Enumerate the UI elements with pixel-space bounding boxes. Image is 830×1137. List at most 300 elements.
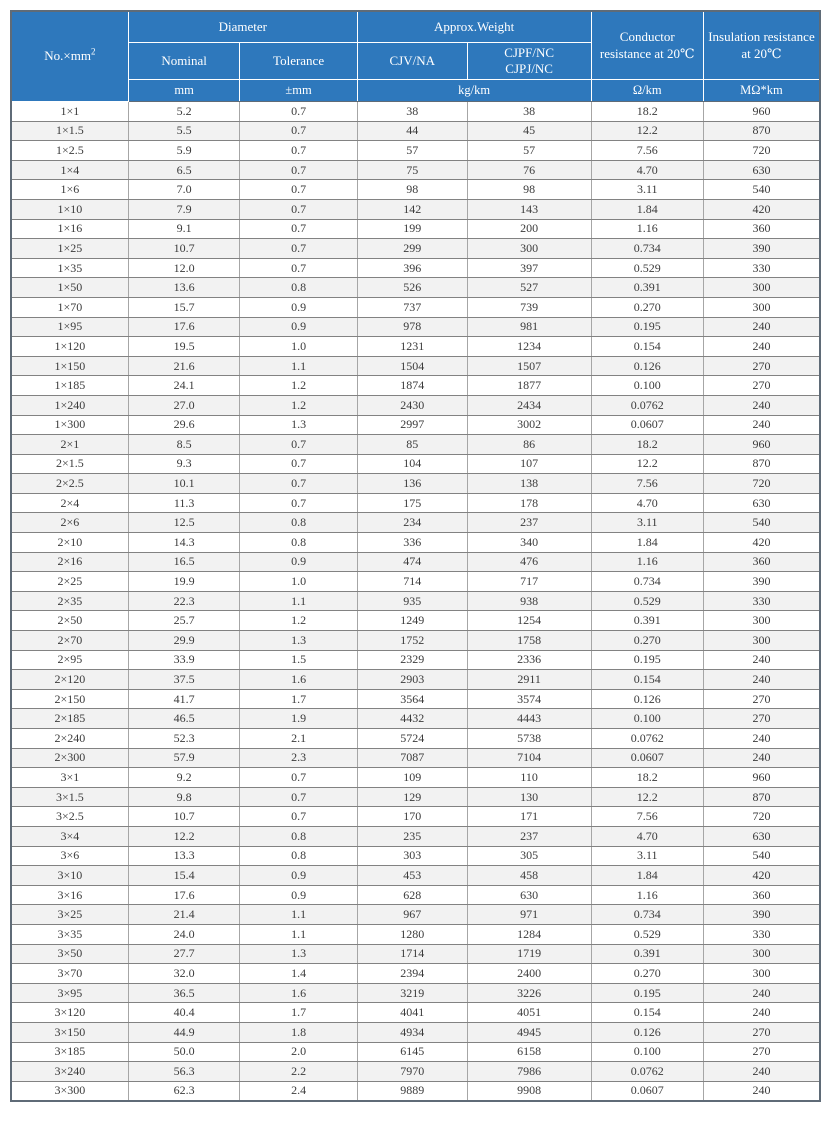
table-cell: 0.126 — [591, 1022, 703, 1042]
table-cell: 0.270 — [591, 964, 703, 984]
table-cell: 1874 — [357, 376, 467, 396]
table-row — [11, 1022, 820, 1042]
table-cell: 3×2.5 — [11, 807, 128, 827]
table-cell: 458 — [467, 866, 591, 886]
table-cell: 739 — [467, 297, 591, 317]
table-row — [11, 297, 820, 317]
table-row — [11, 591, 820, 611]
table-cell: 6158 — [467, 1042, 591, 1062]
table-cell: 628 — [357, 885, 467, 905]
table-cell: 10.1 — [128, 474, 240, 494]
table-cell: 0.7 — [240, 454, 357, 474]
table-cell: 420 — [703, 199, 820, 219]
table-cell: 7.0 — [128, 180, 240, 200]
table-cell: 1×240 — [11, 395, 128, 415]
table-cell: 21.6 — [128, 356, 240, 376]
table-cell: 1×6 — [11, 180, 128, 200]
table-cell: 12.5 — [128, 513, 240, 533]
table-cell: 1507 — [467, 356, 591, 376]
table-cell: 2434 — [467, 395, 591, 415]
column-header-nominal: Nominal — [128, 42, 240, 80]
table-cell: 240 — [703, 1081, 820, 1101]
table-cell: 22.3 — [128, 591, 240, 611]
table-cell: 136 — [357, 474, 467, 494]
table-row — [11, 650, 820, 670]
table-cell: 2.4 — [240, 1081, 357, 1101]
table-cell: 3×10 — [11, 866, 128, 886]
table-cell: 2×6 — [11, 513, 128, 533]
table-cell: 5.2 — [128, 102, 240, 122]
table-cell: 9.8 — [128, 787, 240, 807]
table-cell: 170 — [357, 807, 467, 827]
table-cell: 330 — [703, 591, 820, 611]
table-cell: 270 — [703, 356, 820, 376]
table-cell: 971 — [467, 905, 591, 925]
table-cell: 18.2 — [591, 102, 703, 122]
table-cell: 0.195 — [591, 317, 703, 337]
table-cell: 33.9 — [128, 650, 240, 670]
table-cell: 0.7 — [240, 239, 357, 259]
table-row — [11, 278, 820, 298]
table-cell: 960 — [703, 768, 820, 788]
table-cell: 1719 — [467, 944, 591, 964]
table-cell: 300 — [703, 611, 820, 631]
table-cell: 4934 — [357, 1022, 467, 1042]
table-cell: 938 — [467, 591, 591, 611]
table-cell: 1×2.5 — [11, 141, 128, 161]
table-cell: 270 — [703, 1042, 820, 1062]
table-row — [11, 474, 820, 494]
table-row — [11, 944, 820, 964]
table-cell: 4.70 — [591, 160, 703, 180]
table-cell: 29.6 — [128, 415, 240, 435]
table-cell: 0.0762 — [591, 395, 703, 415]
table-cell: 2×95 — [11, 650, 128, 670]
table-cell: 38 — [357, 102, 467, 122]
table-cell: 3.11 — [591, 513, 703, 533]
column-header-insulation-resistance: Insulation resistance at 20℃ — [703, 11, 820, 80]
table-cell: 11.3 — [128, 493, 240, 513]
table-cell: 0.9 — [240, 866, 357, 886]
table-cell: 0.0607 — [591, 415, 703, 435]
table-row — [11, 121, 820, 141]
table-cell: 240 — [703, 670, 820, 690]
table-cell: 0.7 — [240, 199, 357, 219]
table-cell: 540 — [703, 846, 820, 866]
table-cell: 0.7 — [240, 180, 357, 200]
table-cell: 2×240 — [11, 729, 128, 749]
table-cell: 57 — [467, 141, 591, 161]
table-cell: 5738 — [467, 729, 591, 749]
table-cell: 52.3 — [128, 729, 240, 749]
table-cell: 1284 — [467, 924, 591, 944]
table-cell: 1280 — [357, 924, 467, 944]
table-cell: 0.195 — [591, 650, 703, 670]
table-cell: 9908 — [467, 1081, 591, 1101]
table-body — [11, 102, 820, 1101]
table-cell: 9.1 — [128, 219, 240, 239]
table-cell: 57 — [357, 141, 467, 161]
table-cell: 85 — [357, 435, 467, 455]
table-cell: 300 — [703, 278, 820, 298]
table-cell: 3×185 — [11, 1042, 128, 1062]
table-cell: 3.11 — [591, 846, 703, 866]
table-cell: 630 — [703, 160, 820, 180]
table-cell: 1.6 — [240, 983, 357, 1003]
table-cell: 720 — [703, 141, 820, 161]
table-cell: 0.100 — [591, 376, 703, 396]
table-cell: 45 — [467, 121, 591, 141]
table-cell: 19.9 — [128, 572, 240, 592]
table-cell: 960 — [703, 435, 820, 455]
table-cell: 4051 — [467, 1003, 591, 1023]
table-cell: 1504 — [357, 356, 467, 376]
table-cell: 143 — [467, 199, 591, 219]
table-cell: 0.100 — [591, 709, 703, 729]
table-cell: 717 — [467, 572, 591, 592]
column-header-size — [11, 11, 128, 102]
table-cell: 4041 — [357, 1003, 467, 1023]
table-cell: 138 — [467, 474, 591, 494]
table-cell: 0.126 — [591, 689, 703, 709]
table-row — [11, 748, 820, 768]
table-cell: 270 — [703, 709, 820, 729]
table-cell: 3002 — [467, 415, 591, 435]
table-cell: 2×1 — [11, 435, 128, 455]
table-cell: 0.529 — [591, 924, 703, 944]
column-header-tolerance: Tolerance — [240, 42, 357, 80]
table-cell: 13.3 — [128, 846, 240, 866]
table-row — [11, 670, 820, 690]
table-cell: 1×150 — [11, 356, 128, 376]
table-cell: 336 — [357, 533, 467, 553]
table-cell: 41.7 — [128, 689, 240, 709]
table-cell: 240 — [703, 729, 820, 749]
header-row-groups — [11, 11, 820, 42]
table-cell: 540 — [703, 513, 820, 533]
table-cell: 2394 — [357, 964, 467, 984]
table-cell: 2×70 — [11, 631, 128, 651]
table-cell: 2430 — [357, 395, 467, 415]
table-row — [11, 826, 820, 846]
table-cell: 397 — [467, 258, 591, 278]
table-row — [11, 395, 820, 415]
table-cell: 9.2 — [128, 768, 240, 788]
table-cell: 0.734 — [591, 572, 703, 592]
table-row — [11, 807, 820, 827]
table-cell: 0.734 — [591, 905, 703, 925]
table-cell: 0.8 — [240, 826, 357, 846]
table-cell: 360 — [703, 885, 820, 905]
table-cell: 1×25 — [11, 239, 128, 259]
table-cell: 300 — [703, 964, 820, 984]
table-cell: 0.7 — [240, 787, 357, 807]
table-cell: 0.0762 — [591, 1062, 703, 1082]
table-cell: 240 — [703, 337, 820, 357]
table-cell: 2×16 — [11, 552, 128, 572]
table-cell: 0.126 — [591, 356, 703, 376]
table-cell: 1×35 — [11, 258, 128, 278]
table-cell: 0.270 — [591, 631, 703, 651]
table-cell: 330 — [703, 924, 820, 944]
table-cell: 40.4 — [128, 1003, 240, 1023]
table-cell: 737 — [357, 297, 467, 317]
table-cell: 237 — [467, 513, 591, 533]
table-row — [11, 885, 820, 905]
table-cell: 110 — [467, 768, 591, 788]
table-cell: 57.9 — [128, 748, 240, 768]
table-cell: 300 — [703, 297, 820, 317]
table-cell: 17.6 — [128, 885, 240, 905]
table-row — [11, 454, 820, 474]
table-row — [11, 1081, 820, 1101]
table-row — [11, 768, 820, 788]
table-cell: 19.5 — [128, 337, 240, 357]
table-cell: 3×4 — [11, 826, 128, 846]
table-cell: 240 — [703, 395, 820, 415]
table-row — [11, 337, 820, 357]
table-cell: 7970 — [357, 1062, 467, 1082]
table-cell: 3564 — [357, 689, 467, 709]
table-cell: 630 — [703, 493, 820, 513]
table-cell: 527 — [467, 278, 591, 298]
table-cell: 870 — [703, 787, 820, 807]
table-cell: 12.2 — [591, 454, 703, 474]
table-cell: 0.195 — [591, 983, 703, 1003]
table-cell: 178 — [467, 493, 591, 513]
table-cell: 1752 — [357, 631, 467, 651]
table-cell: 1.9 — [240, 709, 357, 729]
table-cell: 5724 — [357, 729, 467, 749]
table-cell: 0.8 — [240, 513, 357, 533]
table-cell: 420 — [703, 866, 820, 886]
table-cell: 240 — [703, 415, 820, 435]
table-cell: 1×50 — [11, 278, 128, 298]
table-cell: 0.7 — [240, 219, 357, 239]
table-cell: 0.100 — [591, 1042, 703, 1062]
table-cell: 15.4 — [128, 866, 240, 886]
table-cell: 3×150 — [11, 1022, 128, 1042]
table-cell: 3.11 — [591, 180, 703, 200]
table-cell: 0.7 — [240, 160, 357, 180]
column-header-cjv-na: CJV/NA — [357, 42, 467, 80]
table-cell: 1.3 — [240, 944, 357, 964]
table-cell: 453 — [357, 866, 467, 886]
table-cell: 1.2 — [240, 376, 357, 396]
table-cell: 8.5 — [128, 435, 240, 455]
table-cell: 76 — [467, 160, 591, 180]
table-cell: 2×50 — [11, 611, 128, 631]
table-cell: 0.391 — [591, 278, 703, 298]
table-cell: 3×50 — [11, 944, 128, 964]
table-cell: 2903 — [357, 670, 467, 690]
table-cell: 4.70 — [591, 493, 703, 513]
table-cell: 1×16 — [11, 219, 128, 239]
table-cell: 2.0 — [240, 1042, 357, 1062]
table-row — [11, 356, 820, 376]
table-cell: 1×1.5 — [11, 121, 128, 141]
table-cell: 0.7 — [240, 807, 357, 827]
table-cell: 390 — [703, 239, 820, 259]
size-label: No.×mm — [44, 48, 91, 64]
table-cell: 7986 — [467, 1062, 591, 1082]
table-cell: 200 — [467, 219, 591, 239]
table-row — [11, 533, 820, 553]
table-cell: 44 — [357, 121, 467, 141]
table-cell: 1.8 — [240, 1022, 357, 1042]
table-cell: 2×300 — [11, 748, 128, 768]
table-cell: 0.7 — [240, 141, 357, 161]
table-cell: 1×185 — [11, 376, 128, 396]
table-cell: 1×120 — [11, 337, 128, 357]
table-cell: 56.3 — [128, 1062, 240, 1082]
table-cell: 4.70 — [591, 826, 703, 846]
table-cell: 109 — [357, 768, 467, 788]
table-row — [11, 709, 820, 729]
table-cell: 630 — [467, 885, 591, 905]
table-cell: 15.7 — [128, 297, 240, 317]
table-cell: 720 — [703, 474, 820, 494]
table-cell: 2.1 — [240, 729, 357, 749]
table-cell: 16.5 — [128, 552, 240, 572]
table-cell: 1.1 — [240, 905, 357, 925]
table-cell: 7.9 — [128, 199, 240, 219]
table-cell: 340 — [467, 533, 591, 553]
table-cell: 540 — [703, 180, 820, 200]
table-cell: 37.5 — [128, 670, 240, 690]
table-row — [11, 729, 820, 749]
table-cell: 981 — [467, 317, 591, 337]
table-cell: 1234 — [467, 337, 591, 357]
table-cell: 5.5 — [128, 121, 240, 141]
table-cell: 27.7 — [128, 944, 240, 964]
table-row — [11, 689, 820, 709]
table-row — [11, 1003, 820, 1023]
table-cell: 300 — [703, 631, 820, 651]
table-cell: 10.7 — [128, 239, 240, 259]
table-row — [11, 239, 820, 259]
table-row — [11, 141, 820, 161]
table-cell: 36.5 — [128, 983, 240, 1003]
table-cell: 0.7 — [240, 493, 357, 513]
table-cell: 5.9 — [128, 141, 240, 161]
table-cell: 7104 — [467, 748, 591, 768]
table-cell: 104 — [357, 454, 467, 474]
table-row — [11, 905, 820, 925]
table-cell: 32.0 — [128, 964, 240, 984]
table-cell: 870 — [703, 454, 820, 474]
table-cell: 714 — [357, 572, 467, 592]
table-cell: 967 — [357, 905, 467, 925]
table-cell: 870 — [703, 121, 820, 141]
table-cell: 1.3 — [240, 631, 357, 651]
table-cell: 1.1 — [240, 591, 357, 611]
table-cell: 1.7 — [240, 1003, 357, 1023]
table-row — [11, 787, 820, 807]
table-cell: 9889 — [357, 1081, 467, 1101]
header-row-units — [11, 80, 820, 102]
table-cell: 3×25 — [11, 905, 128, 925]
table-cell: 21.4 — [128, 905, 240, 925]
table-cell: 1.5 — [240, 650, 357, 670]
table-cell: 0.0607 — [591, 1081, 703, 1101]
table-cell: 3×300 — [11, 1081, 128, 1101]
table-cell: 24.1 — [128, 376, 240, 396]
table-row — [11, 258, 820, 278]
table-cell: 2×4 — [11, 493, 128, 513]
table-row — [11, 317, 820, 337]
table-cell: 3×240 — [11, 1062, 128, 1082]
table-cell: 171 — [467, 807, 591, 827]
table-cell: 0.529 — [591, 258, 703, 278]
table-cell: 3×35 — [11, 924, 128, 944]
table-cell: 2×10 — [11, 533, 128, 553]
table-cell: 300 — [703, 944, 820, 964]
table-cell: 2329 — [357, 650, 467, 670]
table-cell: 0.270 — [591, 297, 703, 317]
table-cell: 7.56 — [591, 474, 703, 494]
cable-spec-table — [10, 10, 821, 1102]
table-cell: 235 — [357, 826, 467, 846]
table-cell: 86 — [467, 435, 591, 455]
table-cell: 1.2 — [240, 395, 357, 415]
table-cell: 1.0 — [240, 572, 357, 592]
table-cell: 2.2 — [240, 1062, 357, 1082]
table-cell: 720 — [703, 807, 820, 827]
table-cell: 12.2 — [591, 121, 703, 141]
table-cell: 3×120 — [11, 1003, 128, 1023]
table-cell: 0.391 — [591, 611, 703, 631]
column-header-cjpf-cjpj — [467, 42, 591, 80]
table-cell: 50.0 — [128, 1042, 240, 1062]
table-cell: 1.0 — [240, 337, 357, 357]
table-cell: 75 — [357, 160, 467, 180]
table-cell: 1.7 — [240, 689, 357, 709]
table-cell: 240 — [703, 650, 820, 670]
table-cell: 3×70 — [11, 964, 128, 984]
unit-megaohm-km: MΩ*km — [703, 80, 820, 102]
table-cell: 0.154 — [591, 337, 703, 357]
table-cell: 1.1 — [240, 356, 357, 376]
table-row — [11, 513, 820, 533]
table-cell: 1×95 — [11, 317, 128, 337]
table-header — [11, 11, 820, 102]
table-row — [11, 199, 820, 219]
table-cell: 240 — [703, 317, 820, 337]
table-cell: 3219 — [357, 983, 467, 1003]
column-group-diameter: Diameter — [128, 11, 357, 42]
table-cell: 3574 — [467, 689, 591, 709]
table-cell: 1231 — [357, 337, 467, 357]
table-cell: 0.8 — [240, 278, 357, 298]
table-row — [11, 102, 820, 122]
table-cell: 1758 — [467, 631, 591, 651]
table-row — [11, 983, 820, 1003]
table-cell: 142 — [357, 199, 467, 219]
table-cell: 6145 — [357, 1042, 467, 1062]
table-row — [11, 376, 820, 396]
table-cell: 25.7 — [128, 611, 240, 631]
table-cell: 1.16 — [591, 885, 703, 905]
table-cell: 270 — [703, 1022, 820, 1042]
table-cell: 98 — [357, 180, 467, 200]
table-row — [11, 572, 820, 592]
table-cell: 330 — [703, 258, 820, 278]
size-label-superscript: 2 — [91, 47, 96, 58]
table-cell: 0.0762 — [591, 729, 703, 749]
table-cell: 38 — [467, 102, 591, 122]
table-cell: 390 — [703, 572, 820, 592]
